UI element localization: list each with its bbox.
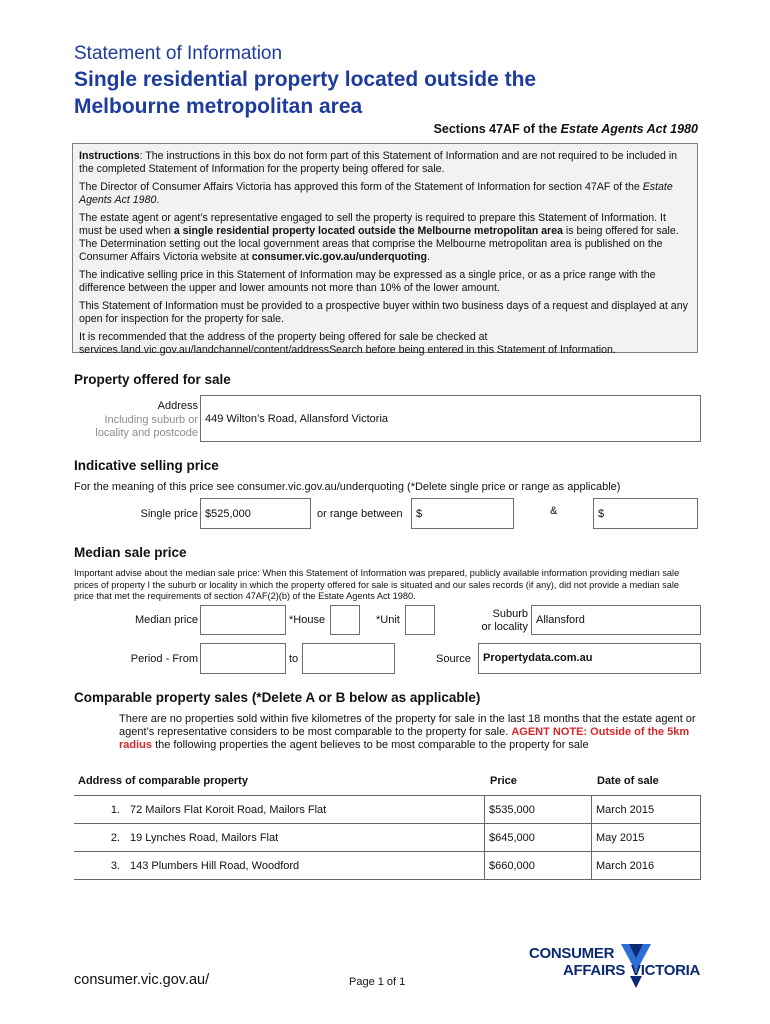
underquoting-link[interactable]: consumer.vic.gov.au/underquoting bbox=[251, 251, 427, 263]
row-address: 19 Lynches Road, Mailors Flat bbox=[126, 824, 485, 852]
suburb-label-2: or locality bbox=[481, 621, 528, 633]
address-label-group bbox=[70, 400, 198, 441]
instructions-p4: The indicative selling price in this Statement of Information may be expressed as a single price, or as a price range with the difference between the upper and lower amounts not more than 10% of the lower amount. bbox=[79, 269, 656, 294]
row-price: $660,000 bbox=[485, 852, 592, 880]
sections-reference bbox=[434, 122, 698, 136]
single-price-field[interactable]: $525,000 bbox=[200, 498, 311, 529]
suburb-label-1: Suburb bbox=[492, 608, 528, 620]
sections-act: Estate Agents Act 1980 bbox=[560, 122, 698, 136]
median-price-field[interactable] bbox=[200, 605, 286, 635]
instructions-p6: It is recommended that the address of the property being offered for sale be checked at services.land.vic.gov.au/landchannel/content/addressSearch before being entered in this Statement of Information. bbox=[79, 331, 616, 356]
instructions-p1-text: : The instructions in this box do not form part of this Statement of Information and are not required to be included in the completed Statement of Information for the property being offered for sale. bbox=[79, 150, 678, 175]
suburb-field[interactable]: Allansford bbox=[531, 605, 701, 635]
table-row bbox=[74, 852, 701, 880]
indicative-note: For the meaning of this price see consumer.vic.gov.au/underquoting (*Delete single price or range as applicable) bbox=[74, 481, 621, 493]
house-field[interactable] bbox=[330, 605, 360, 635]
row-price: $645,000 bbox=[485, 824, 592, 852]
row-number: 1. bbox=[74, 796, 126, 824]
row-address: 72 Mailors Flat Koroit Road, Mailors Flat bbox=[126, 796, 485, 824]
logo-line-2a: AFFAIRS bbox=[563, 962, 626, 979]
logo-line-1: CONSUMER bbox=[529, 945, 615, 962]
col-address-header: Address of comparable property bbox=[78, 775, 248, 787]
instructions-p3-c: . bbox=[426, 251, 430, 263]
table-row bbox=[74, 796, 701, 824]
period-to-label: to bbox=[289, 653, 299, 665]
row-number: 3. bbox=[74, 852, 126, 880]
instructions-p2 bbox=[79, 181, 691, 207]
row-price: $535,000 bbox=[485, 796, 592, 824]
instructions-p3 bbox=[79, 212, 691, 264]
unit-label: *Unit bbox=[376, 614, 400, 626]
suburb-label bbox=[470, 608, 528, 634]
address-label: Address bbox=[157, 400, 198, 412]
document-title bbox=[74, 66, 694, 120]
comparable-table bbox=[74, 795, 701, 880]
period-to-field[interactable] bbox=[302, 643, 395, 674]
agent-note: AGENT NOTE: Outside of the 5km radius bbox=[119, 726, 690, 751]
address-hint-1: Including suburb or bbox=[104, 413, 198, 426]
instructions-p3-b: is being offered for sale. The Determination setting out the local government areas that comprise the Melbourne metropolitan area is published on the Consumer Affairs Victoria website at bbox=[79, 225, 679, 263]
page-number: Page 1 of 1 bbox=[349, 976, 406, 988]
range-to-field[interactable]: $ bbox=[593, 498, 698, 529]
row-address: 143 Plumbers Hill Road, Woodford bbox=[126, 852, 485, 880]
row-date: March 2016 bbox=[592, 852, 701, 880]
col-date-header: Date of sale bbox=[597, 775, 659, 787]
title-line-2: Melbourne metropolitan area bbox=[74, 95, 363, 118]
row-date: March 2015 bbox=[592, 796, 701, 824]
sections-prefix: Sections 47AF of the bbox=[433, 122, 561, 136]
instructions-p5: This Statement of Information must be provided to a prospective buyer within two business days of a request and displayed at any open for inspection for the property for sale. bbox=[79, 300, 688, 325]
logo-line-2b: VICTORIA bbox=[631, 962, 700, 979]
document-label: Statement of Information bbox=[74, 43, 283, 64]
range-from-field[interactable]: $ bbox=[411, 498, 514, 529]
title-line-1: Single residential property located outside the bbox=[74, 68, 537, 91]
comparable-heading: Comparable property sales (*Delete A or B below as applicable) bbox=[74, 690, 481, 705]
instructions-p3-a: The estate agent or agent’s representative engaged to sell the property is required to prepare this Statement of Information. It must be used when bbox=[79, 212, 666, 237]
median-advice: Important advise about the median sale price: When this Statement of Information was prepared, publicly available information providing median sale prices of property I the suburb or locality in which the property offered for sale is situated and our sales records (if any), did not provide a median sale price that met the requirements of section 47AF(2)(b) of the Estate Agents Act 1980. bbox=[74, 568, 680, 601]
house-label: *House bbox=[289, 614, 326, 626]
instructions-box bbox=[72, 143, 698, 356]
col-price-header: Price bbox=[490, 775, 517, 787]
address-field[interactable]: 449 Wilton’s Road, Allansford Victoria bbox=[200, 395, 701, 442]
instructions-p1 bbox=[79, 150, 691, 176]
row-number: 2. bbox=[74, 824, 126, 852]
instructions-p2-a: The Director of Consumer Affairs Victoria has approved this form of the Statement of Information for section 47AF of the bbox=[79, 181, 643, 193]
source-label: Source bbox=[436, 653, 471, 665]
instructions-p3-bold: a single residential property located outside the Melbourne metropolitan area bbox=[173, 225, 563, 237]
period-from-label: Period - From bbox=[130, 653, 198, 665]
indicative-heading: Indicative selling price bbox=[74, 458, 219, 473]
median-price-label: Median price bbox=[135, 614, 198, 626]
instructions-p2-b: . bbox=[156, 194, 160, 206]
unit-field[interactable] bbox=[405, 605, 435, 635]
comparable-intro-b: the following properties the agent believes to be most comparable to the property for sale bbox=[152, 739, 589, 751]
instructions-heading: Instructions bbox=[79, 150, 140, 162]
range-ampersand: & bbox=[550, 505, 558, 517]
instructions-p2-act: Estate Agents Act 1980 bbox=[79, 181, 673, 206]
footer-website[interactable]: consumer.vic.gov.au/ bbox=[74, 972, 210, 988]
median-heading: Median sale price bbox=[74, 545, 187, 560]
table-row bbox=[74, 824, 701, 852]
consumer-affairs-logo bbox=[529, 942, 704, 992]
row-date: May 2015 bbox=[592, 824, 701, 852]
period-from-field[interactable] bbox=[200, 643, 286, 674]
comparable-intro-a: There are no properties sold within five kilometres of the property for sale in the last 18 months that the estate agent or agent’s representative considers to be most comparable to the property for sale. bbox=[119, 713, 696, 738]
source-field[interactable]: Propertydata.com.au bbox=[478, 643, 701, 674]
comparable-intro bbox=[119, 713, 699, 752]
property-heading: Property offered for sale bbox=[74, 372, 231, 387]
range-label: or range between bbox=[317, 508, 403, 520]
single-price-label: Single price bbox=[140, 508, 198, 520]
address-hint-2: locality and postcode bbox=[95, 427, 198, 439]
